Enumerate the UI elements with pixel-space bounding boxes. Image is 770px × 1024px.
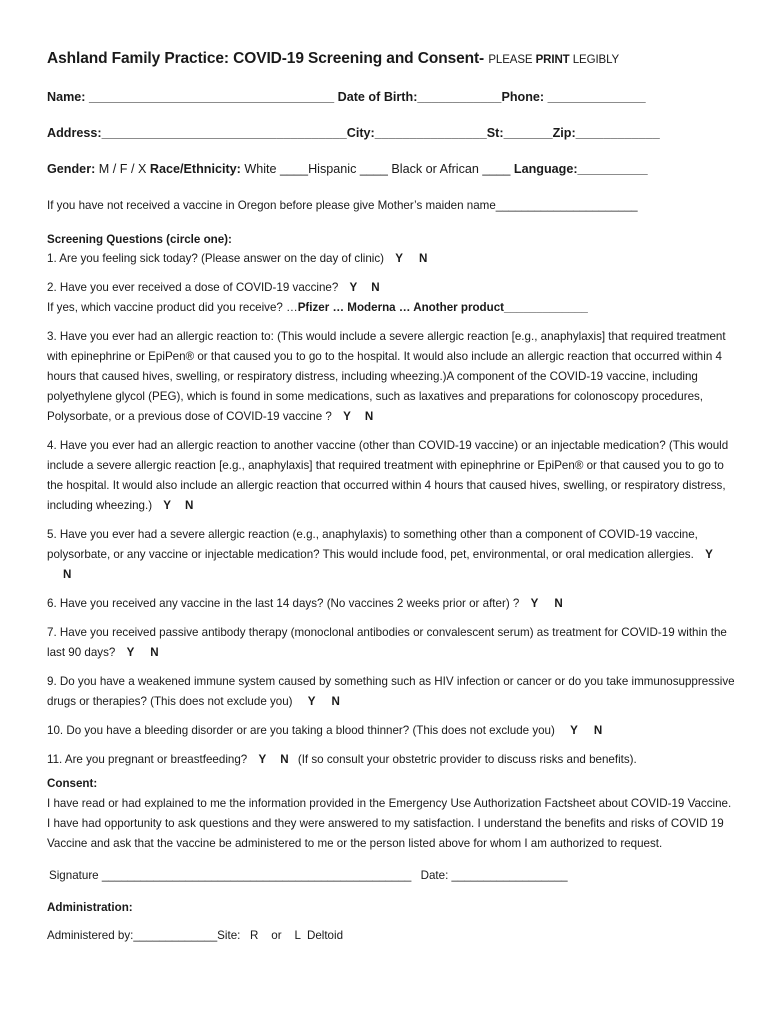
answer-yes[interactable]: Y (570, 724, 578, 737)
answer-no[interactable]: N (331, 695, 340, 708)
consent-heading: Consent: (47, 777, 98, 790)
question-10: 10. Do you have a bleeding disorder or are you taking a blood thinner? (This does not exclude you) Y N (47, 721, 737, 741)
answer-no[interactable]: N (185, 499, 194, 512)
answer-no[interactable]: N (280, 753, 289, 766)
answer-no[interactable]: N (593, 724, 603, 737)
consent-form (47, 50, 737, 946)
vaccine-product-options[interactable]: Pfizer … Moderna … Another product_____________ (297, 301, 588, 314)
administration-heading: Administration: (47, 901, 133, 914)
answer-no[interactable]: N (150, 646, 159, 659)
question-5: 5. Have you ever had a severe allergic reaction (e.g., anaphylaxis) to something other than a component of COVID-19 vaccine, polysorbate, or any vaccine or injectable medication? This would include food, pet, environmental, or oral medication allergies. YN (47, 525, 737, 585)
maiden-name-field[interactable]: If you have not received a vaccine in Oregon before please give Mother’s maiden name______________________ (47, 199, 638, 212)
demographics-row (47, 162, 737, 176)
signature-row (47, 866, 737, 886)
question-2: 2. Have you ever received a dose of COVID-19 vaccine? Y N If yes, which vaccine product did you receive? …Pfizer … Moderna … Another product_____________ (47, 278, 737, 318)
date-field[interactable]: Date: __________________ (420, 869, 568, 882)
question-6: 6. Have you received any vaccine in the last 14 days? (No vaccines 2 weeks prior or after) ? Y N (47, 594, 737, 614)
screening-heading: Screening Questions (circle one): (47, 233, 232, 246)
answer-yes[interactable]: Y (163, 499, 172, 512)
question-3: 3. Have you ever had an allergic reaction to: (This would include a severe allergic reaction [e.g., anaphylaxis] that required treatment with epinephrine or EpiPen® or that caused you to go to the hospital. It would also include an allergic reaction that occurred within 4 hours that caused hives, swelling, or respiratory distress, including wheezing.)A component of the COVID-19 vaccine, including polyethylene glycol (PEG), which is found in some medications, such as laxatives and preparations for colonoscopy procedures, Polysorbate, or a previous dose of COVID-19 vaccine ? Y N (47, 327, 737, 427)
consent-body: I have read or had explained to me the information provided in the Emergency Use Authorization Factsheet about COVID-19 Vaccine. I have had opportunity to ask questions and they were answered to my satisfaction. I understand the benefits and risks of COVID 19 Vaccine and ask that the vaccine be administered to me or the person listed above for whom I am authorized to request. (47, 797, 732, 850)
answer-yes[interactable]: Y (343, 410, 351, 423)
answer-no[interactable]: N (364, 410, 374, 423)
answer-no[interactable]: N (419, 252, 428, 265)
answer-yes[interactable]: Y (126, 646, 135, 659)
pregnancy-note: (If so consult your obstetric provider to discuss risks and benefits). (297, 753, 637, 766)
race-options[interactable]: White ____Hispanic ____ Black or African ____ (244, 162, 511, 176)
answer-yes[interactable]: Y (258, 753, 267, 766)
answer-no[interactable]: N (63, 568, 72, 581)
vaccine-product-prompt: If yes, which vaccine product did you receive? … (47, 301, 298, 314)
language-field[interactable]: Language:__________ (513, 162, 648, 176)
question-11: 11. Are you pregnant or breastfeeding? Y N (If so consult your obstetric provider to discuss risks and benefits). (47, 750, 737, 770)
question-1: 1. Are you feeling sick today? (Please answer on the day of clinic) Y N (47, 249, 737, 269)
gender-label: Gender: (47, 162, 96, 176)
address-fields[interactable]: Address:___________________________________City:________________St:_______Zip:____________ (47, 126, 660, 140)
question-7: 7. Have you received passive antibody therapy (monoclonal antibodies or convalescent serum) as treatment for COVID-19 within the last 90 days? Y N (47, 623, 737, 663)
form-title (47, 50, 737, 68)
answer-yes[interactable]: Y (530, 597, 539, 610)
title-main: Ashland Family Practice: COVID-19 Screening and Consent- (47, 50, 485, 67)
signature-field[interactable]: Signature ________________________________________________ (49, 869, 412, 882)
answer-yes[interactable]: Y (395, 252, 404, 265)
answer-yes[interactable]: Y (307, 695, 316, 708)
question-9: 9. Do you have a weakened immune system caused by something such as HIV infection or cancer or do you take immunosuppressive drugs or therapies? (This does not exclude you) Y N (47, 672, 737, 712)
answer-no[interactable]: N (371, 281, 380, 294)
administered-by-field[interactable]: Administered by:_____________Site: R or L Deltoid (47, 929, 344, 942)
gender-options[interactable]: M / F / X (98, 162, 147, 176)
answer-yes[interactable]: Y (705, 548, 713, 561)
answer-no[interactable]: N (554, 597, 563, 610)
race-label: Race/Ethnicity: (149, 162, 241, 176)
title-instruction: PLEASE PRINT LEGIBLY (488, 54, 620, 66)
question-4: 4. Have you ever had an allergic reaction to another vaccine (other than COVID-19 vaccine) or an injectable medication? (This would include a severe allergic reaction [e.g., anaphylaxis] that required treatment with epinephrine or EpiPen® or that caused you to go to the hospital. It would also include an allergic reaction that occurred within 4 hours that caused hives, swelling, or respiratory distress, including wheezing.) Y N (47, 436, 737, 516)
name-dob-phone-fields[interactable]: Name: ___________________________________ Date of Birth:____________Phone: ______________ (47, 90, 646, 104)
answer-yes[interactable]: Y (349, 281, 358, 294)
